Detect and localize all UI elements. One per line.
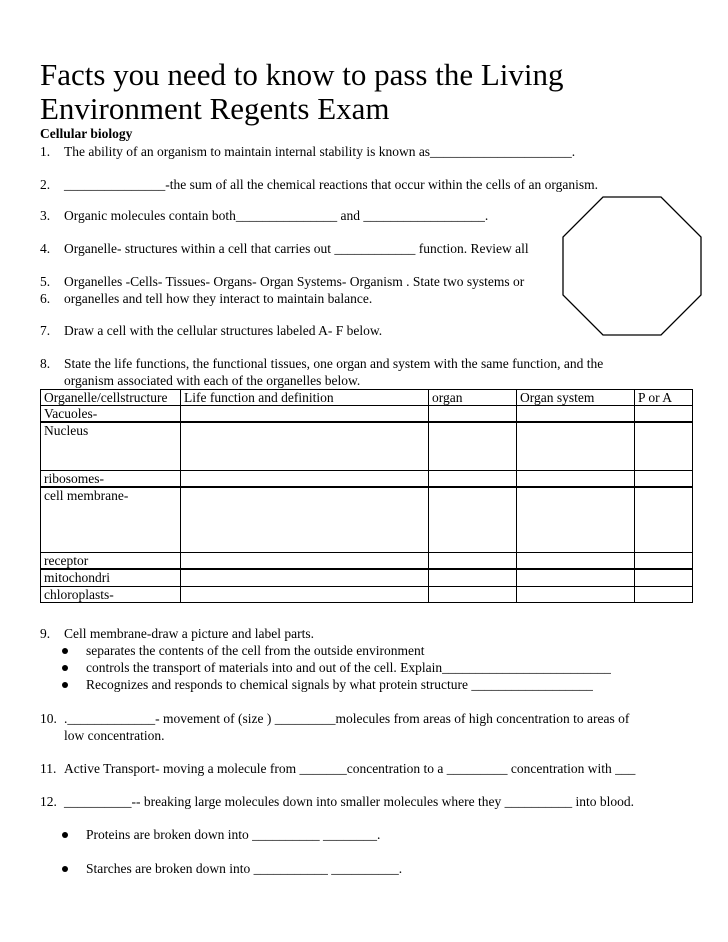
table-cell[interactable] xyxy=(635,470,693,487)
table-cell[interactable] xyxy=(181,422,429,470)
section-heading: Cellular biology xyxy=(40,126,133,141)
table-cell[interactable] xyxy=(181,470,429,487)
table-cell-organelle: cell membrane- xyxy=(41,487,181,553)
question-text-line-2: low concentration. xyxy=(64,728,165,743)
page-title-line-1: Facts you need to know to pass the Living xyxy=(40,57,564,92)
table-cell[interactable] xyxy=(635,487,693,553)
table-header: Organ system xyxy=(517,390,635,406)
table-row xyxy=(41,470,693,487)
table-row xyxy=(41,569,693,586)
question-number: 12. xyxy=(40,794,57,809)
octagon-drawing-area xyxy=(562,196,702,336)
question-text: __________-- breaking large molecules down into smaller molecules where they __________ into blood. xyxy=(64,794,635,809)
table-cell-organelle: ribosomes- xyxy=(41,470,181,487)
table-cell[interactable] xyxy=(635,569,693,586)
question-number: 4. xyxy=(40,241,51,256)
table-cell[interactable] xyxy=(517,470,635,487)
bullet-item: controls the transport of materials into and out of the cell. Explain_________________________ xyxy=(86,660,611,675)
bullet-icon xyxy=(62,682,68,688)
table-row xyxy=(41,487,693,553)
table-header: Life function and definition xyxy=(181,390,429,406)
bullet-item: Recognizes and responds to chemical signals by what protein structure __________________ xyxy=(86,677,593,692)
question-number: 7. xyxy=(40,323,51,338)
table-header-row xyxy=(41,390,693,406)
table-cell[interactable] xyxy=(429,569,517,586)
table-cell[interactable] xyxy=(517,487,635,553)
table-header: organ xyxy=(429,390,517,406)
question-text-line-1: State the life functions, the functional tissues, one organ and system with the same function, and the xyxy=(64,356,604,371)
table-cell[interactable] xyxy=(635,406,693,423)
question-number: 11. xyxy=(40,761,57,776)
bullet-icon xyxy=(62,832,68,838)
organelle-table xyxy=(40,389,693,603)
table-cell[interactable] xyxy=(635,422,693,470)
table-cell[interactable] xyxy=(517,422,635,470)
question-text: Organic molecules contain both_______________ and __________________. xyxy=(64,208,489,223)
question-number: 5. xyxy=(40,274,51,289)
question-text-line-2: organism associated with each of the organelles below. xyxy=(64,373,361,388)
table-cell[interactable] xyxy=(181,487,429,553)
question-text: Cell membrane-draw a picture and label parts. xyxy=(64,626,315,641)
question-text: _______________-the sum of all the chemical reactions that occur within the cells of an organism. xyxy=(64,177,598,192)
table-cell[interactable] xyxy=(429,553,517,570)
table-cell[interactable] xyxy=(181,586,429,602)
table-cell-organelle: receptor xyxy=(41,553,181,570)
bullet-icon xyxy=(62,866,68,872)
question-number: 6. xyxy=(40,291,51,306)
table-cell[interactable] xyxy=(429,422,517,470)
table-cell[interactable] xyxy=(517,586,635,602)
bullet-item: separates the contents of the cell from the outside environment xyxy=(86,643,425,658)
question-text: The ability of an organism to maintain internal stability is known as_____________________. xyxy=(64,144,576,159)
question-number: 3. xyxy=(40,208,51,223)
question-number: 9. xyxy=(40,626,51,641)
question-number: 1. xyxy=(40,144,51,159)
table-cell[interactable] xyxy=(181,569,429,586)
page-title-line-2: Environment Regents Exam xyxy=(40,91,390,126)
bullet-icon xyxy=(62,648,68,654)
table-row xyxy=(41,553,693,570)
table-header: Organelle/cellstructure xyxy=(41,390,181,406)
question-number: 2. xyxy=(40,177,51,192)
table-header: P or A xyxy=(635,390,693,406)
table-cell-organelle: chloroplasts- xyxy=(41,586,181,602)
table-cell[interactable] xyxy=(429,586,517,602)
question-text: Organelle- structures within a cell that carries out ____________ function. Review all xyxy=(64,241,529,256)
table-row xyxy=(41,586,693,602)
question-number: 8. xyxy=(40,356,51,371)
question-text: Draw a cell with the cellular structures labeled A- F below. xyxy=(64,323,383,338)
table-cell[interactable] xyxy=(429,470,517,487)
bullet-icon xyxy=(62,665,68,671)
bullet-item: Starches are broken down into ___________ __________. xyxy=(86,861,403,876)
table-cell[interactable] xyxy=(517,553,635,570)
table-cell-organelle: Vacuoles- xyxy=(41,406,181,423)
table-cell[interactable] xyxy=(517,406,635,423)
question-text: Organelles -Cells- Tissues- Organs- Organ Systems- Organism . State two systems or xyxy=(64,274,525,289)
table-cell[interactable] xyxy=(181,406,429,423)
question-number: 10. xyxy=(40,711,57,726)
table-cell[interactable] xyxy=(635,553,693,570)
bullet-item: Proteins are broken down into __________ ________. xyxy=(86,827,381,842)
table-cell[interactable] xyxy=(181,553,429,570)
question-text: organelles and tell how they interact to maintain balance. xyxy=(64,291,373,306)
question-text-line-1: ._____________- movement of (size ) _________molecules from areas of high concentration to areas of xyxy=(64,711,630,726)
table-cell[interactable] xyxy=(429,406,517,423)
table-cell-organelle: Nucleus xyxy=(41,422,181,470)
table-cell[interactable] xyxy=(429,487,517,553)
table-row xyxy=(41,422,693,470)
table-row xyxy=(41,406,693,423)
table-cell[interactable] xyxy=(517,569,635,586)
table-cell[interactable] xyxy=(635,586,693,602)
table-cell-organelle: mitochondri xyxy=(41,569,181,586)
question-text: Active Transport- moving a molecule from _______concentration to a _________ concentration with ___ xyxy=(64,761,636,776)
